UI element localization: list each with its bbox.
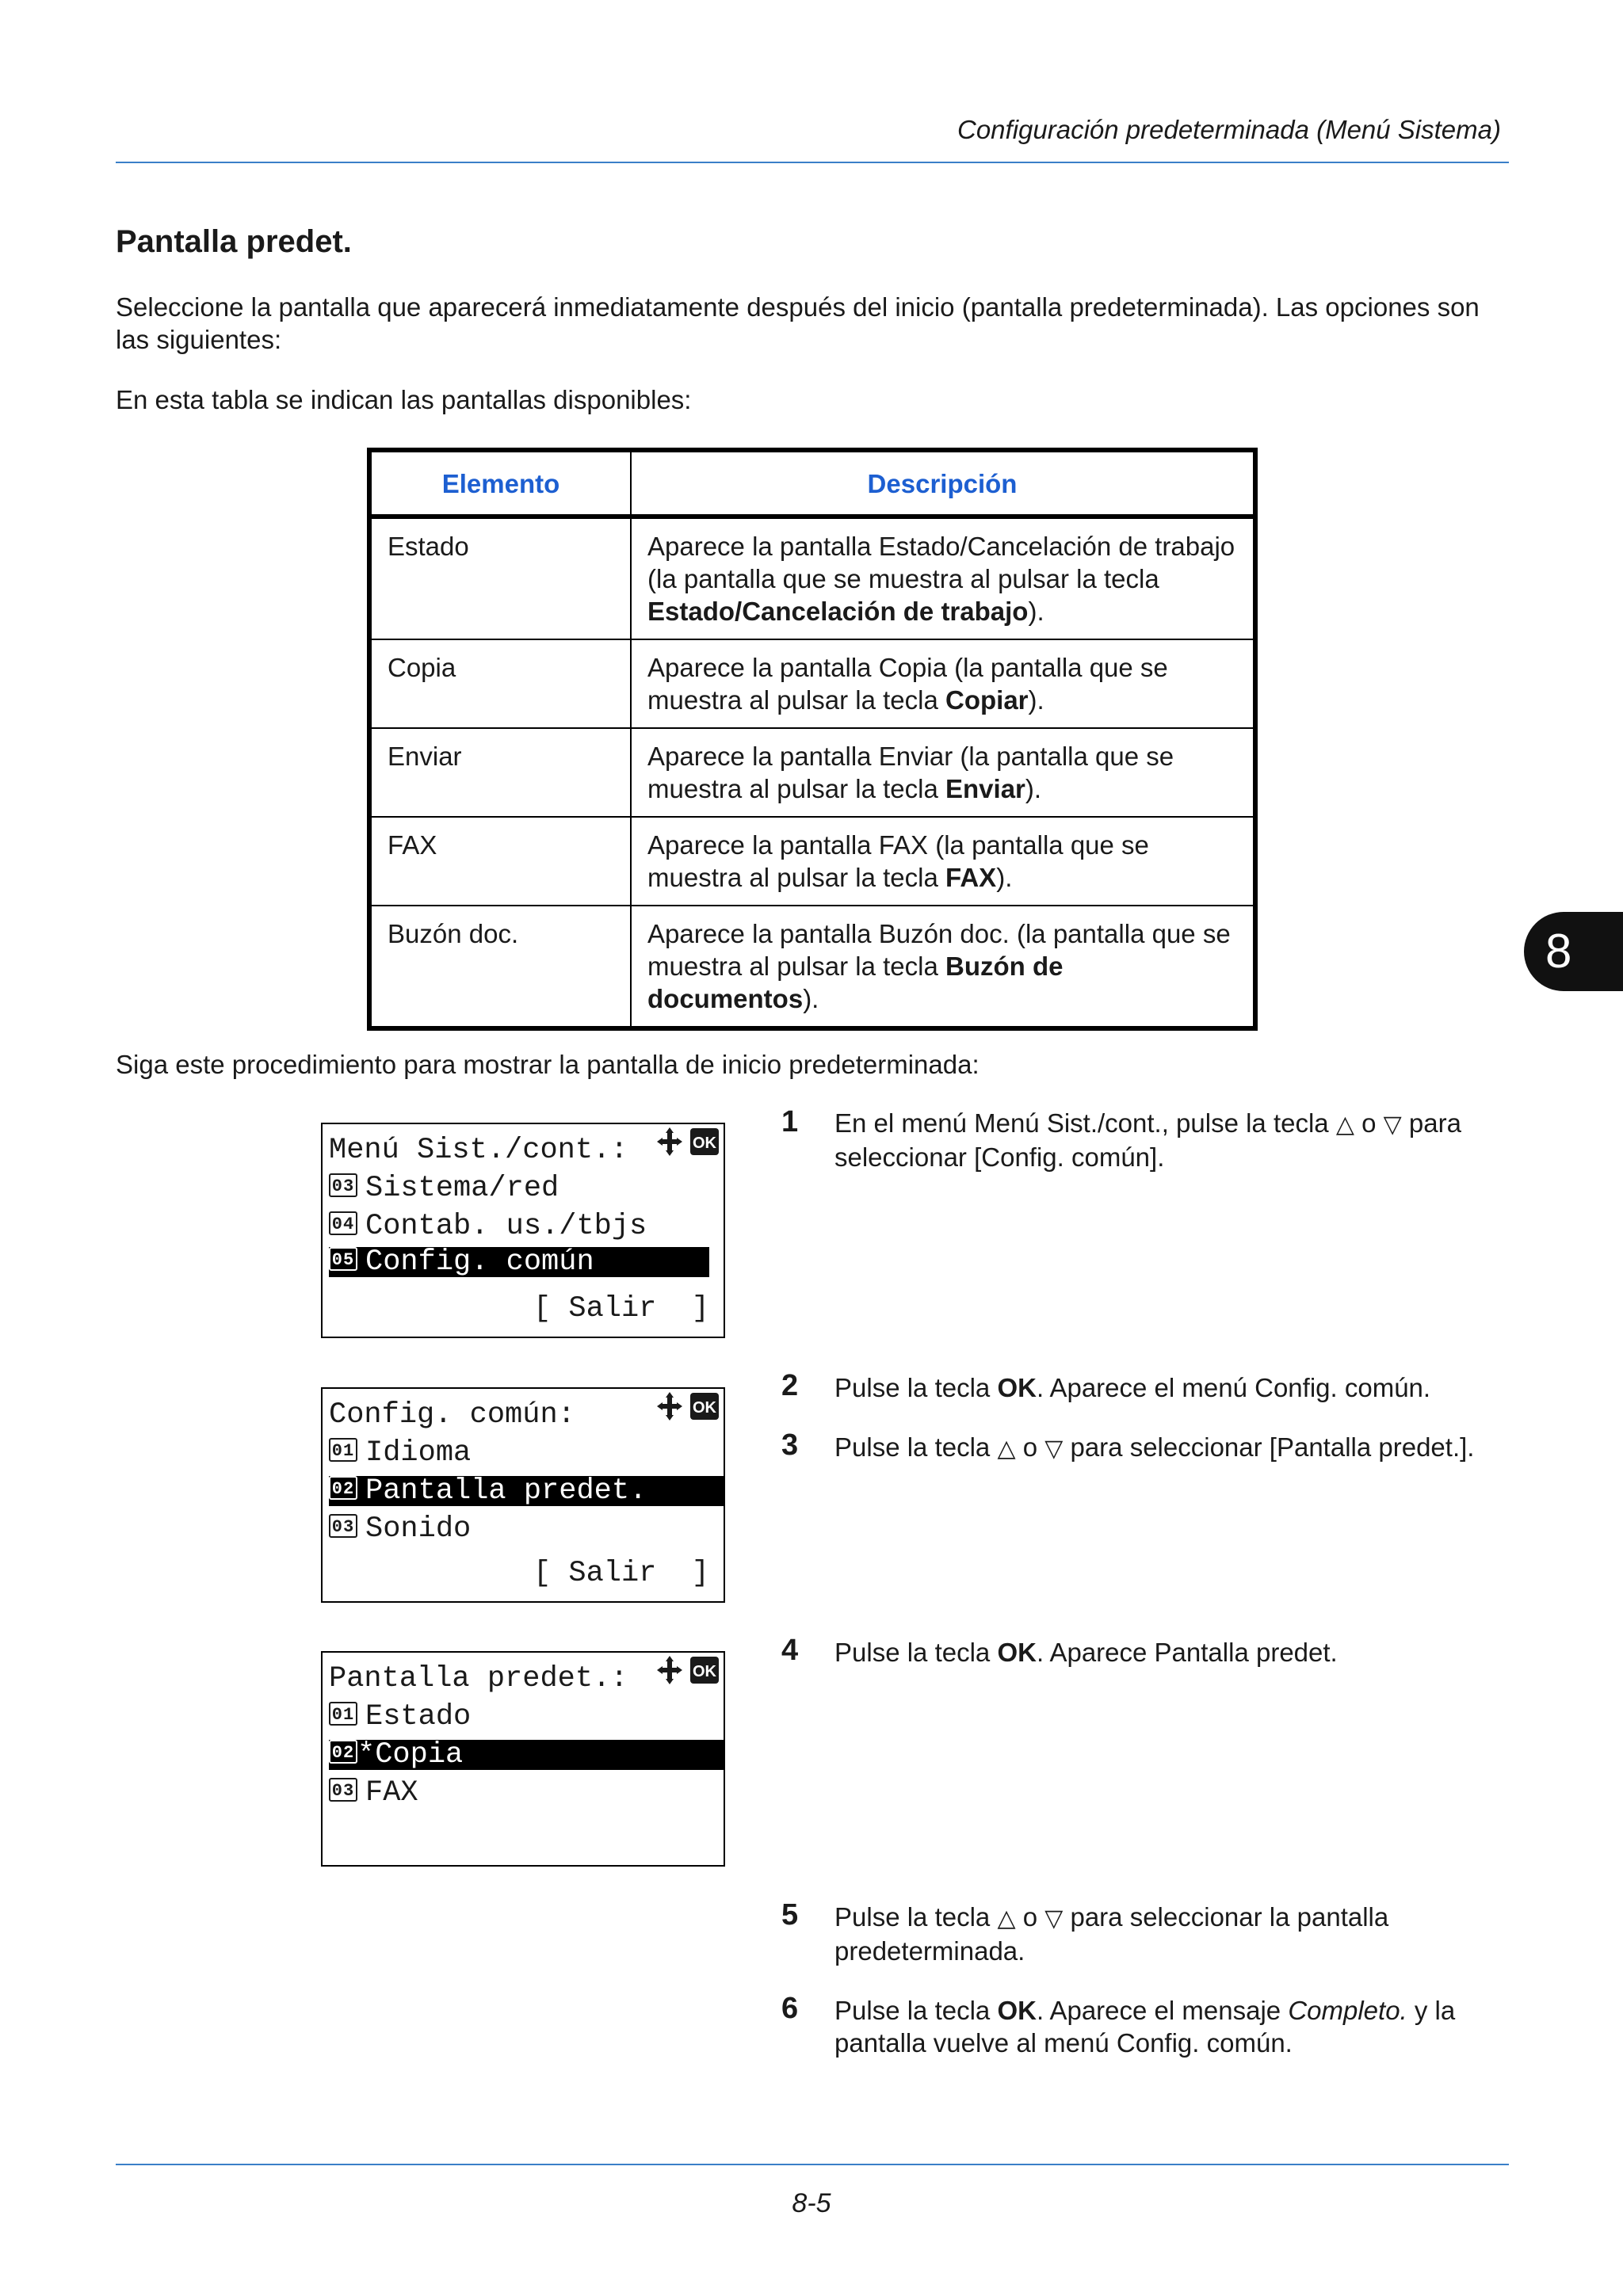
table-cell-description: Aparece la pantalla Enviar (la pantalla que se muestra al pulsar la tecla Enviar). — [631, 728, 1255, 817]
step-number: 2 — [781, 1369, 799, 1402]
table-row — [369, 906, 1255, 1028]
step-text: Pulse la tecla OK. Aparece el menú Config. común. — [834, 1373, 1431, 1402]
item-number: 01 — [329, 1438, 357, 1462]
down-arrow-icon: ▽ — [1044, 1905, 1064, 1932]
lcd-title: Pantalla predet.: — [329, 1662, 628, 1695]
screens-table — [367, 448, 1258, 1031]
table-cell-description: Aparece la pantalla Buzón doc. (la pantalla que se muestra al pulsar la tecla Buzón de documentos). — [631, 906, 1255, 1028]
table-cell-item: Buzón doc. — [369, 906, 631, 1028]
item-number: 03 — [329, 1778, 357, 1802]
table-cell-item: Enviar — [369, 728, 631, 817]
step-number: 1 — [781, 1105, 799, 1138]
nav-ok-icon — [655, 1126, 720, 1158]
table-cell-item: Copia — [369, 639, 631, 728]
table-row — [369, 517, 1255, 639]
step-text: Pulse la tecla OK. Aparece Pantalla predet. — [834, 1638, 1338, 1667]
item-number: 03 — [329, 1514, 357, 1538]
running-header: Configuración predeterminada (Menú Sistema) — [957, 115, 1501, 144]
lcd-screen-system-menu — [321, 1123, 725, 1338]
table-cell-item: Estado — [369, 517, 631, 639]
lcd-menu-item[interactable]: 03 Sistema/red — [329, 1173, 709, 1203]
lcd-menu-item-selected[interactable]: 02 Pantalla predet. — [329, 1476, 724, 1506]
item-number: 03 — [329, 1173, 357, 1197]
lcd-menu-item-selected[interactable]: 05 Config. común — [329, 1247, 709, 1277]
item-number: 05 — [329, 1247, 357, 1271]
down-arrow-icon: ▽ — [1044, 1436, 1064, 1462]
lcd-screen-common-settings — [321, 1387, 725, 1603]
footer-rule — [116, 2164, 1509, 2165]
nav-ok-icon — [655, 1654, 720, 1686]
svg-text:OK: OK — [693, 1135, 716, 1152]
table-header-description: Descripción — [631, 450, 1255, 517]
step-number: 6 — [781, 1992, 799, 2025]
step-text: Pulse la tecla OK. Aparece el mensaje Completo. y la pantalla vuelve al menú Config. común. — [834, 1996, 1456, 2058]
table-row — [369, 817, 1255, 906]
step-text: Pulse la tecla △ o ▽ para seleccionar la pantalla predeterminada. — [834, 1902, 1389, 1966]
step-text: Pulse la tecla △ o ▽ para seleccionar [Pantalla predet.]. — [834, 1432, 1475, 1462]
section-title: Pantalla predet. — [116, 224, 352, 259]
page-number: 8-5 — [792, 2188, 831, 2218]
up-arrow-icon: △ — [997, 1905, 1016, 1932]
item-number: 01 — [329, 1702, 357, 1726]
exit-softkey[interactable]: [ Salir ] — [533, 1292, 709, 1325]
header-rule — [116, 162, 1509, 163]
table-cell-description: Aparece la pantalla Estado/Cancelación de trabajo (la pantalla que se muestra al pulsar la tecla Estado/Cancelación de trabajo). — [631, 517, 1255, 639]
lcd-title: Config. común: — [329, 1398, 575, 1432]
table-header-item: Elemento — [369, 450, 631, 517]
table-cell-item: FAX — [369, 817, 631, 906]
item-number: 02 — [329, 1476, 357, 1500]
nav-ok-icon — [655, 1390, 720, 1422]
intro-paragraph: Seleccione la pantalla que aparecerá inmediatamente después del inicio (pantalla predeterminada). Las opciones son las siguientes: — [116, 292, 1480, 354]
lcd-menu-item[interactable]: 01 Estado — [329, 1702, 709, 1732]
chapter-tab: 8 — [1524, 912, 1623, 991]
item-number: 02 — [329, 1740, 357, 1764]
svg-text:OK: OK — [693, 1663, 716, 1680]
lcd-title: Menú Sist./cont.: — [329, 1134, 628, 1167]
lcd-menu-item[interactable]: 01 Idioma — [329, 1438, 709, 1468]
step-number: 4 — [781, 1634, 799, 1667]
item-number: 04 — [329, 1211, 357, 1235]
procedure-intro: Siga este procedimiento para mostrar la pantalla de inicio predeterminada: — [116, 1050, 980, 1079]
svg-text:OK: OK — [693, 1399, 716, 1417]
lcd-menu-item-selected[interactable]: 02 *Copia — [329, 1740, 724, 1770]
step-number: 5 — [781, 1898, 799, 1932]
table-row — [369, 639, 1255, 728]
table-row — [369, 728, 1255, 817]
table-header-row — [369, 450, 1255, 517]
lcd-menu-item[interactable]: 03 FAX — [329, 1778, 709, 1808]
down-arrow-icon: ▽ — [1383, 1112, 1402, 1138]
step-number: 3 — [781, 1428, 799, 1462]
lcd-menu-item[interactable]: 03 Sonido — [329, 1514, 709, 1544]
up-arrow-icon: △ — [997, 1436, 1016, 1462]
exit-softkey[interactable]: [ Salir ] — [533, 1557, 709, 1590]
lcd-screen-default-screen — [321, 1651, 725, 1867]
table-intro: En esta tabla se indican las pantallas disponibles: — [116, 385, 692, 414]
lcd-menu-item[interactable]: 04 Contab. us./tbjs — [329, 1211, 709, 1241]
step-text: En el menú Menú Sist./cont., pulse la tecla △ o ▽ para seleccionar [Config. común]. — [834, 1108, 1461, 1172]
table-cell-description: Aparece la pantalla FAX (la pantalla que se muestra al pulsar la tecla FAX). — [631, 817, 1255, 906]
table-cell-description: Aparece la pantalla Copia (la pantalla que se muestra al pulsar la tecla Copiar). — [631, 639, 1255, 728]
up-arrow-icon: △ — [1335, 1112, 1354, 1138]
